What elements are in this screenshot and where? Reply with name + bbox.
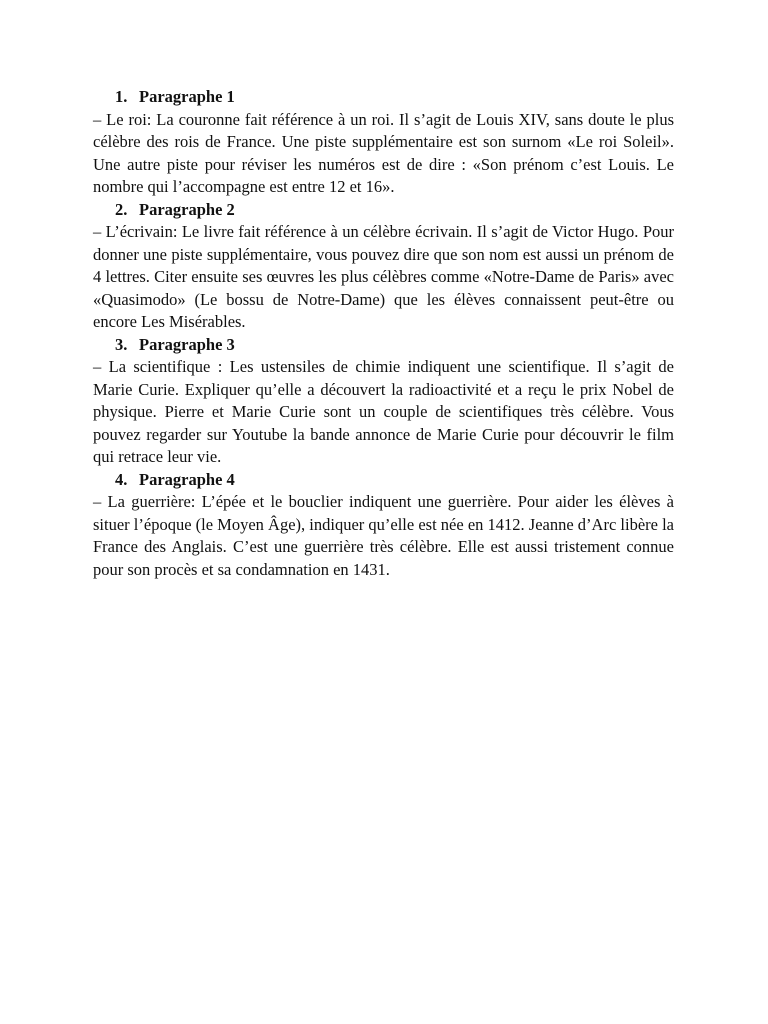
section-1 (93, 86, 674, 199)
section-number: 3. (115, 334, 128, 354)
section-body: – La guerrière: L’épée et le bouclier indiquent une guerrière. Pour aider les élèves à situer l’époque (le Moyen Âge), indiquer qu’elle est née en 1412. Jeanne d’Arc libère la France des Anglais. C’est une guerrière très célèbre. Elle est aussi tristement connue pour son procès et sa condamnation en 1431. (93, 492, 674, 579)
section-heading (93, 469, 674, 492)
section-title: Paragraphe 4 (139, 469, 235, 489)
document-page (93, 86, 674, 581)
section-number: 2. (115, 199, 128, 219)
section-4 (93, 469, 674, 582)
section-title: Paragraphe 2 (139, 199, 235, 219)
section-title: Paragraphe 3 (139, 334, 235, 354)
section-number: 1. (115, 87, 128, 106)
section-body: – L’écrivain: Le livre fait référence à un célèbre écrivain. Il s’agit de Victor Hugo. Pour donner une piste supplémentaire, vous pouvez dire que son nom est aussi un prénom de 4 lettres. Citer ensuite ses œuvres les plus célèbres comme «Notre-Dame de Paris» avec «Quasimodo» (Le bossu de Notre-Dame) que les élèves connaissent peut-être ou encore Les Misérables. (93, 222, 674, 331)
section-3 (93, 334, 674, 469)
section-heading (93, 334, 674, 357)
section-heading (93, 199, 674, 222)
section-title: Paragraphe 1 (139, 87, 235, 106)
section-2 (93, 199, 674, 334)
section-number: 4. (115, 469, 128, 489)
section-heading (93, 86, 674, 109)
section-body: – Le roi: La couronne fait référence à un roi. Il s’agit de Louis XIV, sans doute le plus célèbre des rois de France. Une piste supplémentaire est son surnom «Le roi Soleil». Une autre piste pour réviser les numéros est de dire : «Son prénom c’est Louis. Le nombre qui l’accompagne est entre 12 et 16». (93, 109, 674, 196)
section-body: – La scientifique : Les ustensiles de chimie indiquent une scientifique. Il s’agit de Marie Curie. Expliquer qu’elle a découvert la radioactivité et a reçu le prix Nobel de physique. Pierre et Marie Curie sont un couple de scientifiques très célèbre. Vous pouvez regarder sur Youtube la bande annonce de Marie Curie pour découvrir le film qui retrace leur vie. (93, 357, 674, 466)
